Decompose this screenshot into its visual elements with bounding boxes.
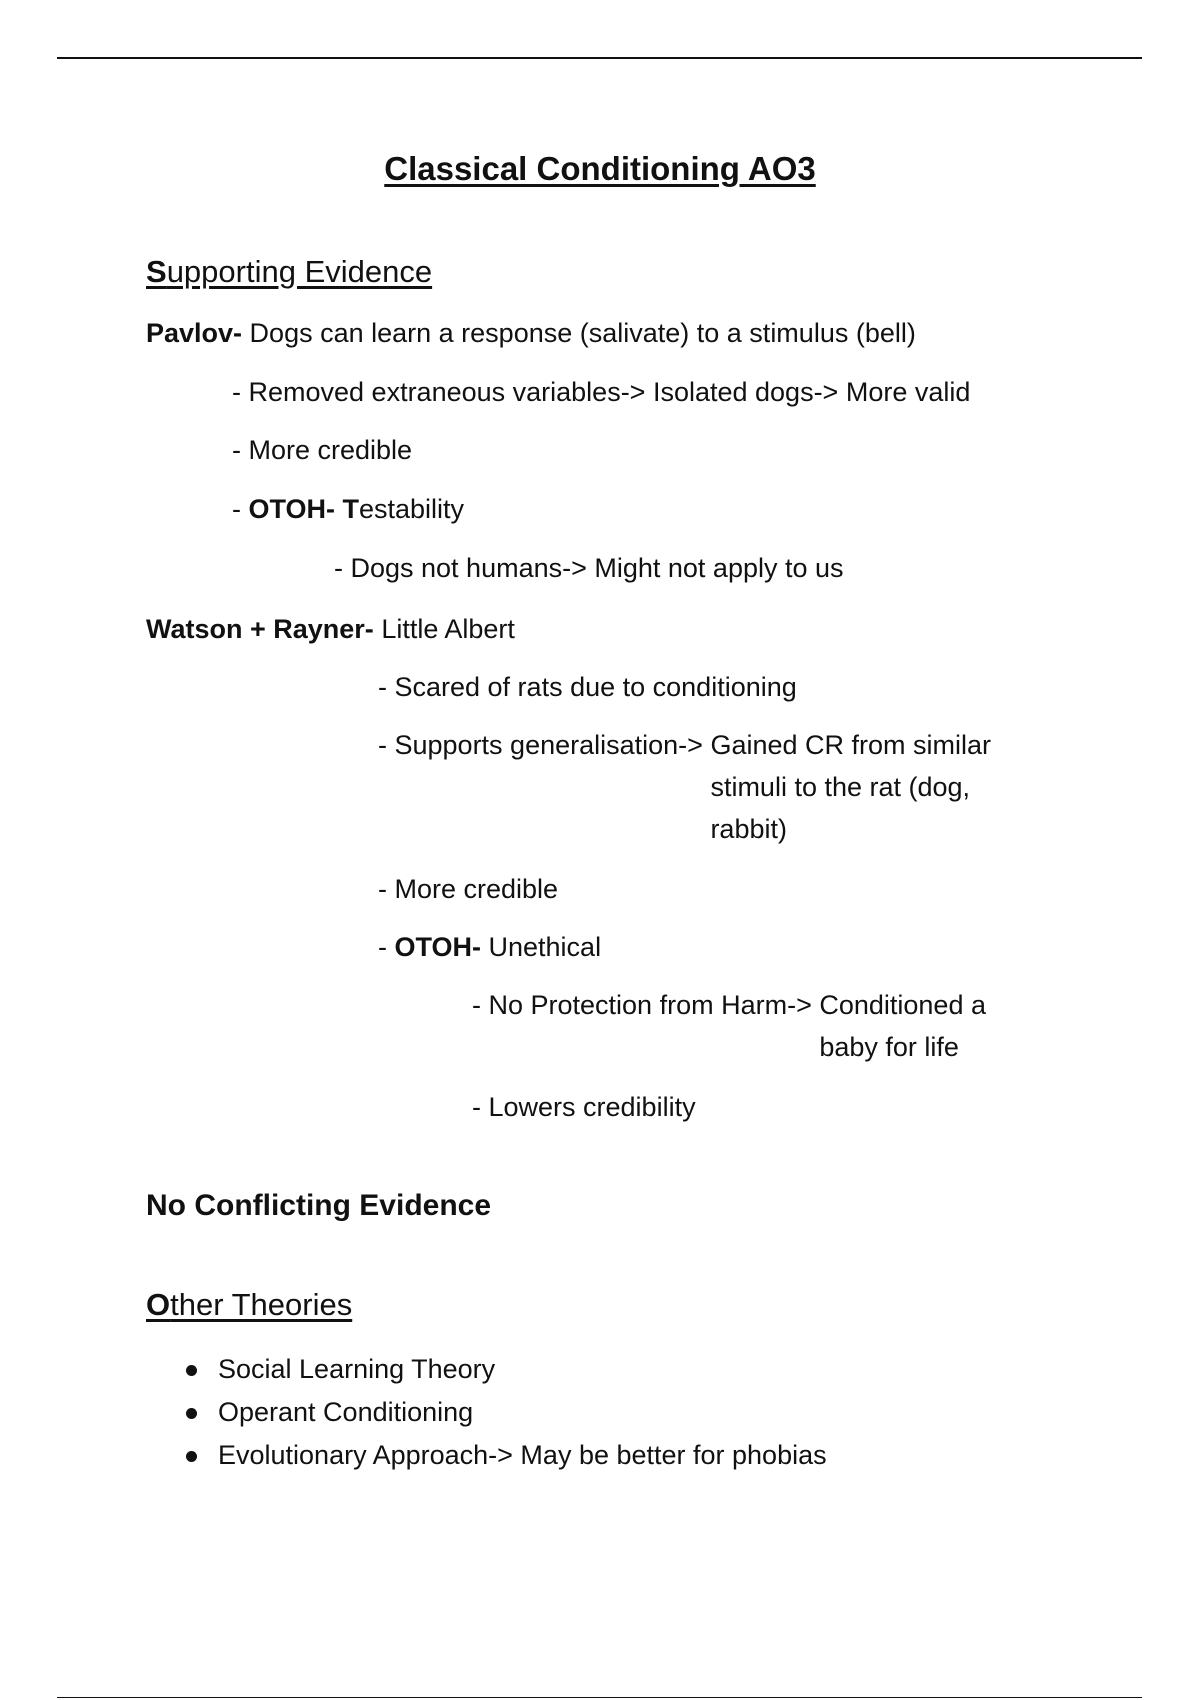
other-theories-list [182, 1348, 827, 1477]
supporting-heading-initial: S [146, 254, 167, 289]
watson-point-credible: - More credible [378, 874, 559, 904]
watson-point-generalisation [378, 724, 1058, 850]
pavlov-point-credible: - More credible [232, 435, 413, 465]
pavlov-point-validity: - Removed extraneous variables-> Isolated dogs-> More valid [232, 377, 971, 407]
watson-lowers-credibility: - Lowers credibility [472, 1092, 696, 1122]
supporting-evidence-heading [146, 253, 432, 291]
watson-line [146, 612, 515, 646]
watson-lead: Watson + Rayner- [146, 614, 374, 644]
watson-harm-point [472, 984, 1072, 1068]
pavlov-otoh-label: OTOH- T [248, 494, 359, 524]
list-item: Evolutionary Approach-> May be better for phobias [182, 1434, 827, 1477]
pavlov-text: Dogs can learn a response (salivate) to a stimulus (bell) [242, 318, 916, 348]
list-item: Operant Conditioning [182, 1391, 827, 1434]
other-heading-rest: ther Theories [170, 1287, 353, 1322]
pavlov-otoh-line [232, 492, 464, 526]
pavlov-line [146, 316, 916, 350]
other-heading-initial: O [146, 1287, 171, 1322]
watson-otoh-label: OTOH- [394, 932, 481, 962]
watson-otoh-rest: Unethical [481, 932, 602, 962]
watson-gen-lead: - Supports generalisation-> [378, 730, 711, 760]
pavlov-lead: Pavlov- [146, 318, 243, 348]
supporting-heading-rest: upporting Evidence [166, 254, 433, 289]
pavlov-otoh-sub: - Dogs not humans-> Might not apply to us [334, 553, 844, 583]
watson-gen-rest: Gained CR from similar stimuli to the rat (dog, rabbit) [710, 730, 991, 844]
watson-otoh-dash: - [378, 932, 395, 962]
bottom-rule [57, 1697, 1142, 1698]
pavlov-otoh-rest: estability [359, 494, 465, 524]
document-title: Classical Conditioning AO3 [384, 150, 816, 187]
watson-text: Little Albert [373, 614, 515, 644]
watson-harm-rest: Conditioned a baby for life [819, 990, 986, 1062]
list-item: Social Learning Theory [182, 1348, 827, 1391]
conflicting-evidence-heading: No Conflicting Evidence [146, 1189, 492, 1222]
other-theories-heading [146, 1286, 352, 1324]
watson-otoh-line [378, 930, 601, 964]
pavlov-otoh-dash: - [232, 494, 249, 524]
watson-harm-lead: - No Protection from Harm-> [472, 990, 820, 1020]
top-rule [57, 57, 1142, 59]
watson-point-scared: - Scared of rats due to conditioning [378, 672, 797, 702]
